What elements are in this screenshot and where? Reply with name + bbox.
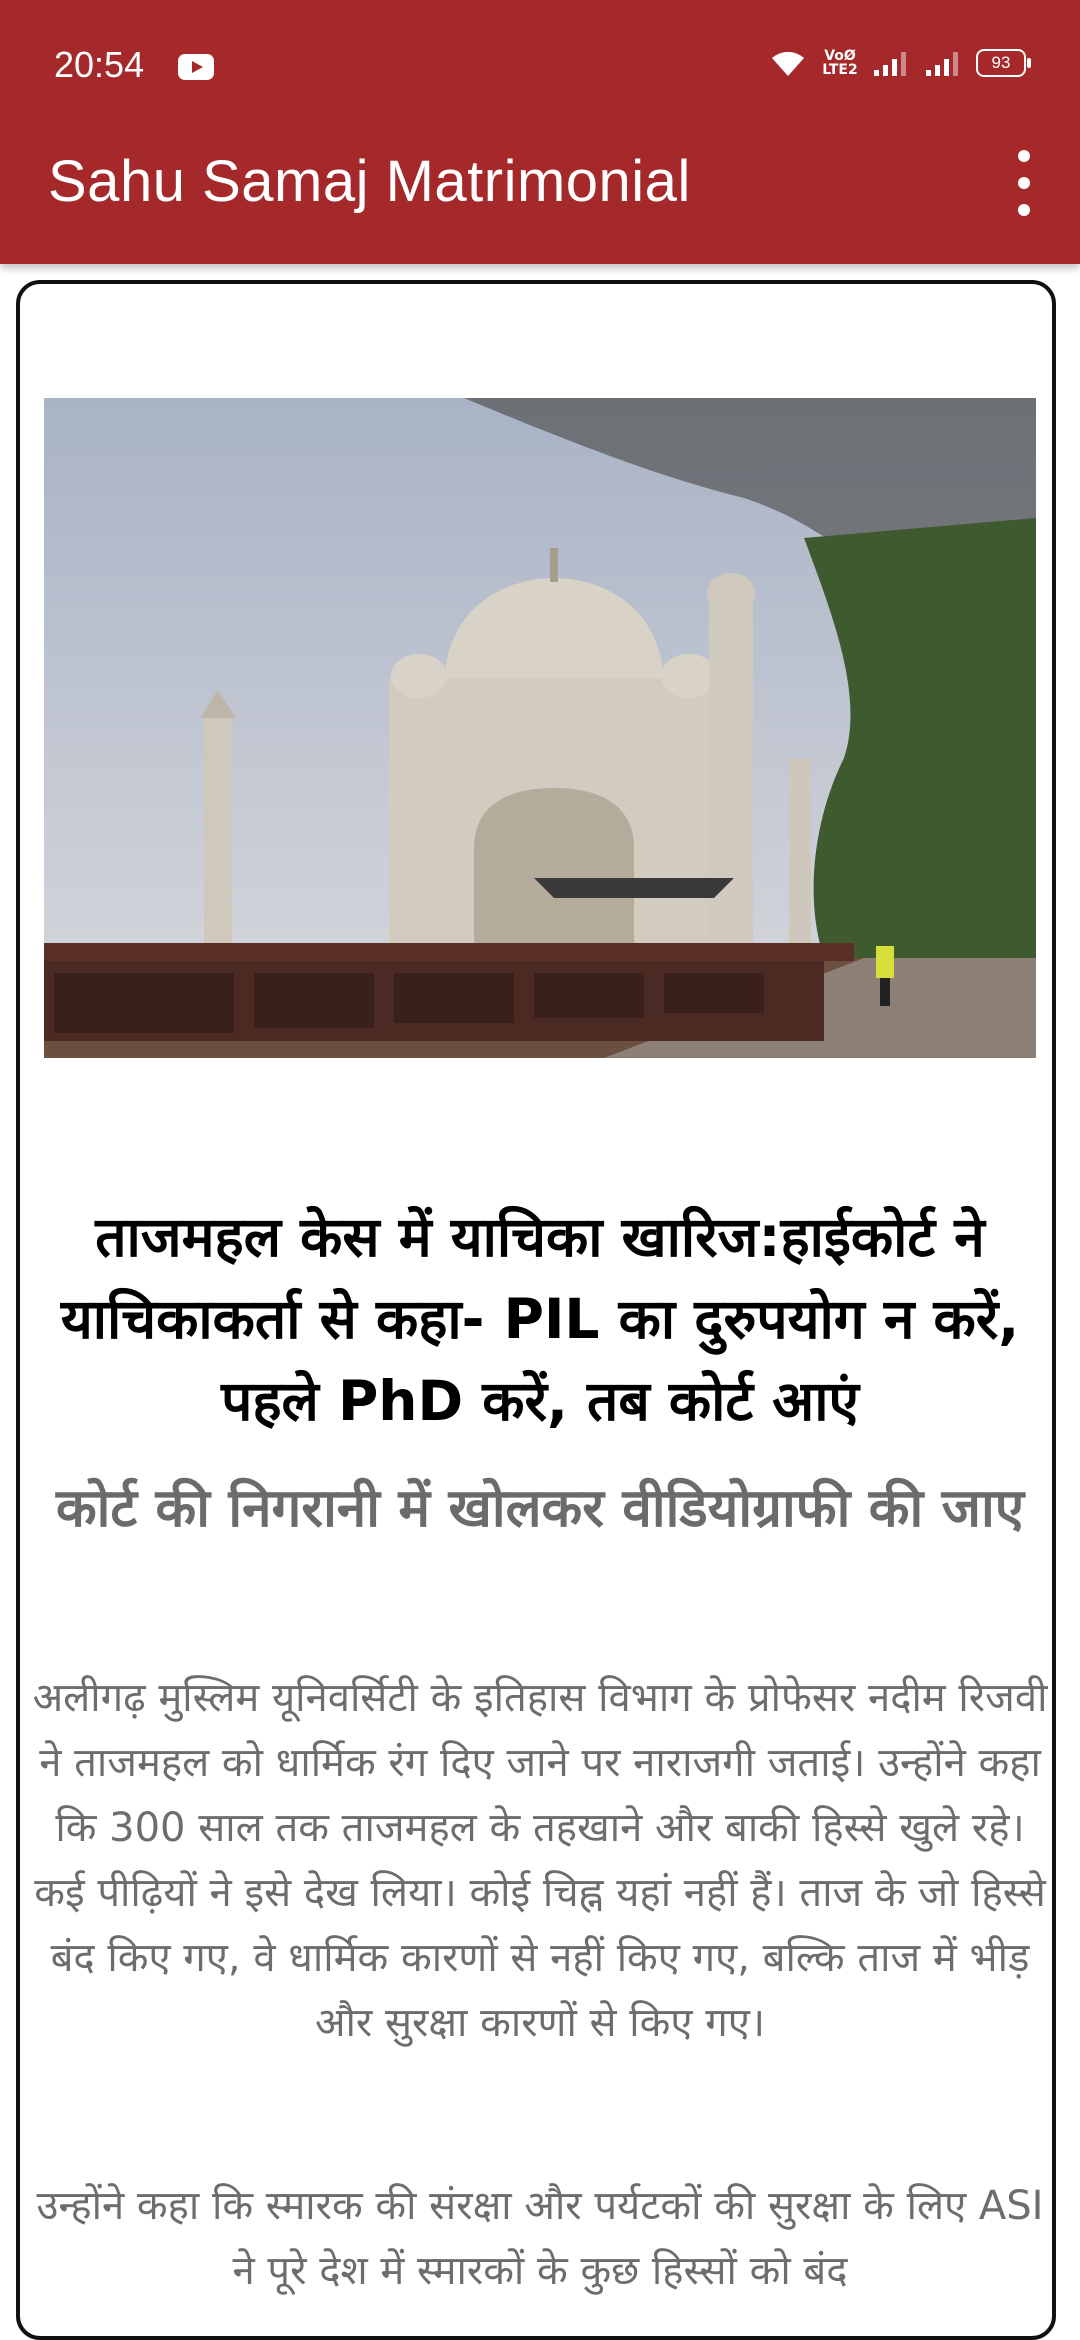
volte-top-label: VoØ xyxy=(824,48,856,64)
status-indicators xyxy=(768,46,1026,80)
signal-icon-sim2 xyxy=(924,48,962,78)
signal-icon-sim1 xyxy=(872,48,910,78)
status-bar xyxy=(0,30,1080,106)
more-vert-icon[interactable] xyxy=(1002,150,1046,216)
battery-icon: 93 xyxy=(976,49,1026,77)
volte-icon xyxy=(822,49,858,77)
article-subheadline: कोर्ट की निगरानी में खोलकर वीडियोग्राफी की जाए xyxy=(55,1478,1025,1539)
article-headline: ताजमहल केस में याचिका खारिज:हाईकोर्ट ने याचिकाकर्ता से कहा- PIL का दुरुपयोग न करें, पहले PhD करें, तब कोर्ट आएं xyxy=(60,1205,1020,1433)
status-time: 20:54 xyxy=(54,44,145,85)
article-paragraph: उन्होंने कहा कि स्मारक की संरक्षा और पर्यटकों की सुरक्षा के लिए ASI ने पूरे देश में स्मारकों के कुछ हिस्सों को बंद xyxy=(36,2183,1044,2294)
youtube-notification-icon xyxy=(178,54,214,80)
app-title: Sahu Samaj Matrimonial xyxy=(48,149,691,214)
volte-bottom-label: LTE2 xyxy=(822,62,858,78)
article-paragraph: अलीगढ़ मुस्लिम यूनिवर्सिटी के इतिहास विभाग के प्रोफेसर नदीम रिजवी ने ताजमहल को धार्मिक रंग दिए जाने पर नाराजगी जताई। उन्होंने कहा कि 300 साल तक ताजमहल के तहखाने और बाकी हिस्से खुले रहे। कई पीढ़ियों ने इसे देख लिया। कोई चिह्न यहां नहीं हैं। ताज के जो हिस्से बंद किए गए, वे धार्मिक कारणों से नहीं किए गए, बल्कि ताज में भीड़ और सुरक्षा कारणों से किए गए। xyxy=(32,1675,1048,2046)
app-bar xyxy=(0,0,1080,264)
taj-mahal-photo xyxy=(44,398,1036,1058)
wifi-icon xyxy=(768,46,808,80)
